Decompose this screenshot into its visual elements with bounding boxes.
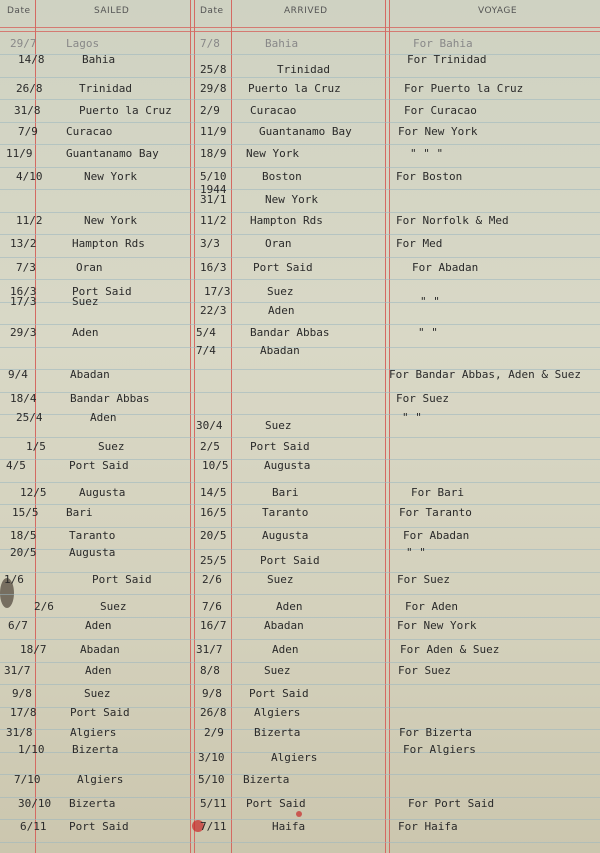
sailed-date: 18/5 [10,529,37,542]
ruled-line [0,122,600,123]
voyage-note: For Algiers [403,743,476,756]
voyage-note: For Puerto la Cruz [404,82,524,95]
voyage-note: For Abadan [403,529,470,542]
arrived-port: Hampton Rds [250,214,323,227]
arrived-port: Port Said [246,797,306,810]
sailed-date: 17/8 [10,706,37,719]
sailed-date: 12/5 [20,486,47,499]
ruled-line [0,527,600,528]
arrived-date: 25/8 [200,63,227,76]
arrived-port: Abadan [264,619,304,632]
sailed-date: 31/8 [14,104,41,117]
arrived-port: Algiers [254,706,301,719]
sailed-date: 20/5 [10,546,37,559]
voyage-note: For Suez [396,392,449,405]
ruled-line [0,594,600,595]
arrived-port: New York [246,147,299,160]
arrived-port: Port Said [253,261,313,274]
arrived-date: 31/1 [200,193,227,206]
arrived-date: 2/9 [200,104,220,117]
sailed-port: Oran [76,261,103,274]
arrived-port: Suez [265,419,292,432]
ruled-line [0,437,600,438]
sailed-port: Aden [85,664,112,677]
sailed-date: 11/2 [16,214,43,227]
sailed-port: Suez [72,295,99,308]
column-divider [385,0,390,853]
arrived-date: 1944 [200,183,227,196]
voyage-note: For Trinidad [407,53,487,66]
sailed-port: Port Said [69,459,129,472]
arrived-port: Augusta [262,529,309,542]
sailed-port: New York [84,214,137,227]
arrived-date: 18/9 [200,147,227,160]
sailed-date: 18/7 [20,643,47,656]
arrived-port: Suez [264,664,291,677]
arrived-date: 20/5 [200,529,227,542]
sailed-port: Bandar Abbas [70,392,150,405]
ruled-line [0,639,600,640]
ruled-line [0,662,600,663]
ruled-line [0,504,600,505]
arrived-port: Boston [262,170,302,183]
sailed-port: Curacao [66,125,113,138]
voyage-note: For Norfolk & Med [396,214,509,227]
arrived-port: Abadan [260,344,300,357]
sailed-date: 6/7 [8,619,28,632]
ruled-line [0,842,600,843]
ruled-line [0,212,600,213]
arrived-port: Oran [265,237,292,250]
voyage-note: " " [418,326,438,339]
arrived-date: 16/7 [200,619,227,632]
arrived-date: 2/9 [204,726,224,739]
arrived-date: 26/8 [200,706,227,719]
sailed-port: Guantanamo Bay [66,147,159,160]
ruled-line [0,167,600,168]
header-divider [0,31,600,32]
sailed-date: 7/3 [16,261,36,274]
arrived-date: 7/11 [200,820,227,833]
arrived-port: Aden [268,304,295,317]
arrived-date: 22/3 [200,304,227,317]
arrived-date: 3/3 [200,237,220,250]
sailed-port: Aden [72,326,99,339]
voyage-note: For Bari [411,486,464,499]
arrived-date: 7/8 [200,37,220,50]
arrived-date: 8/8 [200,664,220,677]
arrived-port: Port Said [250,440,310,453]
arrived-date: 29/8 [200,82,227,95]
ruled-line [0,257,600,258]
sailed-port: Port Said [92,573,152,586]
ruled-line [0,482,600,483]
sailed-date: 31/8 [6,726,33,739]
arrived-date: 10/5 [202,459,229,472]
voyage-note: For Port Said [408,797,495,810]
sailed-port: Algiers [70,726,117,739]
sailed-date: 4/5 [6,459,26,472]
header-date-arrived: Date [200,6,224,16]
arrived-date: 30/4 [196,419,223,432]
sailed-date: 1/10 [18,743,45,756]
ruled-line [0,347,600,348]
sailed-port: New York [84,170,137,183]
sailed-date: 13/2 [10,237,37,250]
arrived-port: Curacao [250,104,297,117]
sailed-date: 29/3 [10,326,37,339]
ruled-line [0,684,600,685]
column-divider [190,0,195,853]
sailed-port: Port Said [70,706,130,719]
arrived-port: Port Said [249,687,309,700]
voyage-note: " " [402,411,422,424]
arrived-port: Augusta [264,459,311,472]
voyage-note: For Aden [405,600,458,613]
ruled-line [0,617,600,618]
sailed-port: Aden [90,411,117,424]
voyage-note: For Med [396,237,443,250]
arrived-port: Haifa [272,820,306,833]
voyage-note: " " [406,546,426,559]
arrived-port: Algiers [271,751,318,764]
sailed-port: Abadan [80,643,120,656]
sailed-date: 4/10 [16,170,43,183]
sailed-port: Puerto la Cruz [79,104,172,117]
voyage-note: For New York [398,125,478,138]
arrived-date: 31/7 [196,643,223,656]
sailed-date: 6/11 [20,820,47,833]
voyage-note: For Suez [398,664,451,677]
header-voyage: VOYAGE [478,6,518,16]
arrived-date: 9/8 [202,687,222,700]
sailed-date: 30/10 [18,797,52,810]
sailed-date: 18/4 [10,392,37,405]
sailed-port: Aden [85,619,112,632]
arrived-port: Guantanamo Bay [259,125,352,138]
voyage-note: For Taranto [399,506,472,519]
sailed-date: 15/5 [12,506,39,519]
sailed-date: 11/9 [6,147,33,160]
sailed-port: Taranto [69,529,116,542]
ruled-line [0,572,600,573]
arrived-port: Bandar Abbas [250,326,330,339]
ruled-line [0,234,600,235]
voyage-note: For Aden & Suez [400,643,500,656]
arrived-date: 2/5 [200,440,220,453]
arrived-port: Aden [276,600,303,613]
sailed-date: 16/3 [10,285,37,298]
arrived-date: 11/9 [200,125,227,138]
sailed-date: 2/6 [34,600,54,613]
arrived-port: Bizerta [243,773,290,786]
arrived-port: Trinidad [277,63,330,76]
voyage-note: For Curacao [404,104,477,117]
arrived-port: Bari [272,486,299,499]
sailed-port: Lagos [66,37,100,50]
sailed-port: Augusta [69,546,116,559]
arrived-port: Bizerta [254,726,301,739]
header-divider [0,27,600,28]
voyage-note: For Abadan [412,261,479,274]
sailed-port: Port Said [72,285,132,298]
sailed-port: Algiers [77,773,124,786]
arrived-date: 7/4 [196,344,216,357]
header-date-sailed: Date [7,6,31,16]
voyage-note: For Haifa [398,820,458,833]
sailed-date: 17/3 [10,295,37,308]
arrived-date: 14/5 [200,486,227,499]
sailed-port: Hampton Rds [72,237,145,250]
arrived-port: New York [265,193,318,206]
sailed-port: Augusta [79,486,126,499]
arrived-date: 5/10 [200,170,227,183]
voyage-note: For Suez [397,573,450,586]
sailed-port: Port Said [69,820,129,833]
arrived-date: 5/4 [196,326,216,339]
arrived-date: 16/5 [200,506,227,519]
sailed-port: Abadan [70,368,110,381]
sailed-date: 9/4 [8,368,28,381]
sailed-port: Bari [66,506,93,519]
sailed-port: Bizerta [69,797,116,810]
ruled-line [0,279,600,280]
arrived-date: 5/10 [198,773,225,786]
ruled-line [0,189,600,190]
arrived-date: 7/6 [202,600,222,613]
voyage-note: " " [420,295,440,308]
sailed-date: 14/8 [18,53,45,66]
arrived-date: 17/3 [204,285,231,298]
red-stain [296,811,302,817]
ruled-line [0,99,600,100]
arrived-port: Bahia [265,37,299,50]
voyage-note: For Bandar Abbas, Aden & Suez [389,368,582,381]
sailed-date: 1/6 [4,573,24,586]
arrived-date: 16/3 [200,261,227,274]
sailed-date: 25/4 [16,411,43,424]
sailed-date: 31/7 [4,664,31,677]
voyage-note: For Bahia [413,37,473,50]
sailed-port: Bizerta [72,743,119,756]
arrived-port: Suez [267,285,294,298]
arrived-port: Puerto la Cruz [248,82,341,95]
arrived-date: 2/6 [202,573,222,586]
arrived-date: 3/10 [198,751,225,764]
sailed-date: 9/8 [12,687,32,700]
arrived-port: Suez [267,573,294,586]
sailed-port: Bahia [82,53,116,66]
voyage-note: " " " [410,147,444,160]
header-arrived: ARRIVED [284,6,328,16]
arrived-date: 5/11 [200,797,227,810]
arrived-date: 25/5 [200,554,227,567]
arrived-date: 11/2 [200,214,227,227]
sailed-date: 1/5 [26,440,46,453]
ruled-line [0,77,600,78]
header-sailed: SAILED [94,6,130,16]
voyage-note: For Bizerta [399,726,472,739]
voyage-note: For New York [397,619,477,632]
sailed-port: Suez [100,600,127,613]
sailed-date: 29/7 [10,37,37,50]
sailed-date: 7/9 [18,125,38,138]
arrived-port: Taranto [262,506,309,519]
sailed-date: 7/10 [14,773,41,786]
voyage-note: For Boston [396,170,463,183]
ruled-line [0,144,600,145]
arrived-port: Aden [272,643,299,656]
column-divider [231,0,232,853]
sailed-port: Suez [98,440,125,453]
ruled-line [0,324,600,325]
sailed-date: 26/8 [16,82,43,95]
arrived-port: Port Said [260,554,320,567]
sailed-port: Suez [84,687,111,700]
sailed-port: Trinidad [79,82,132,95]
